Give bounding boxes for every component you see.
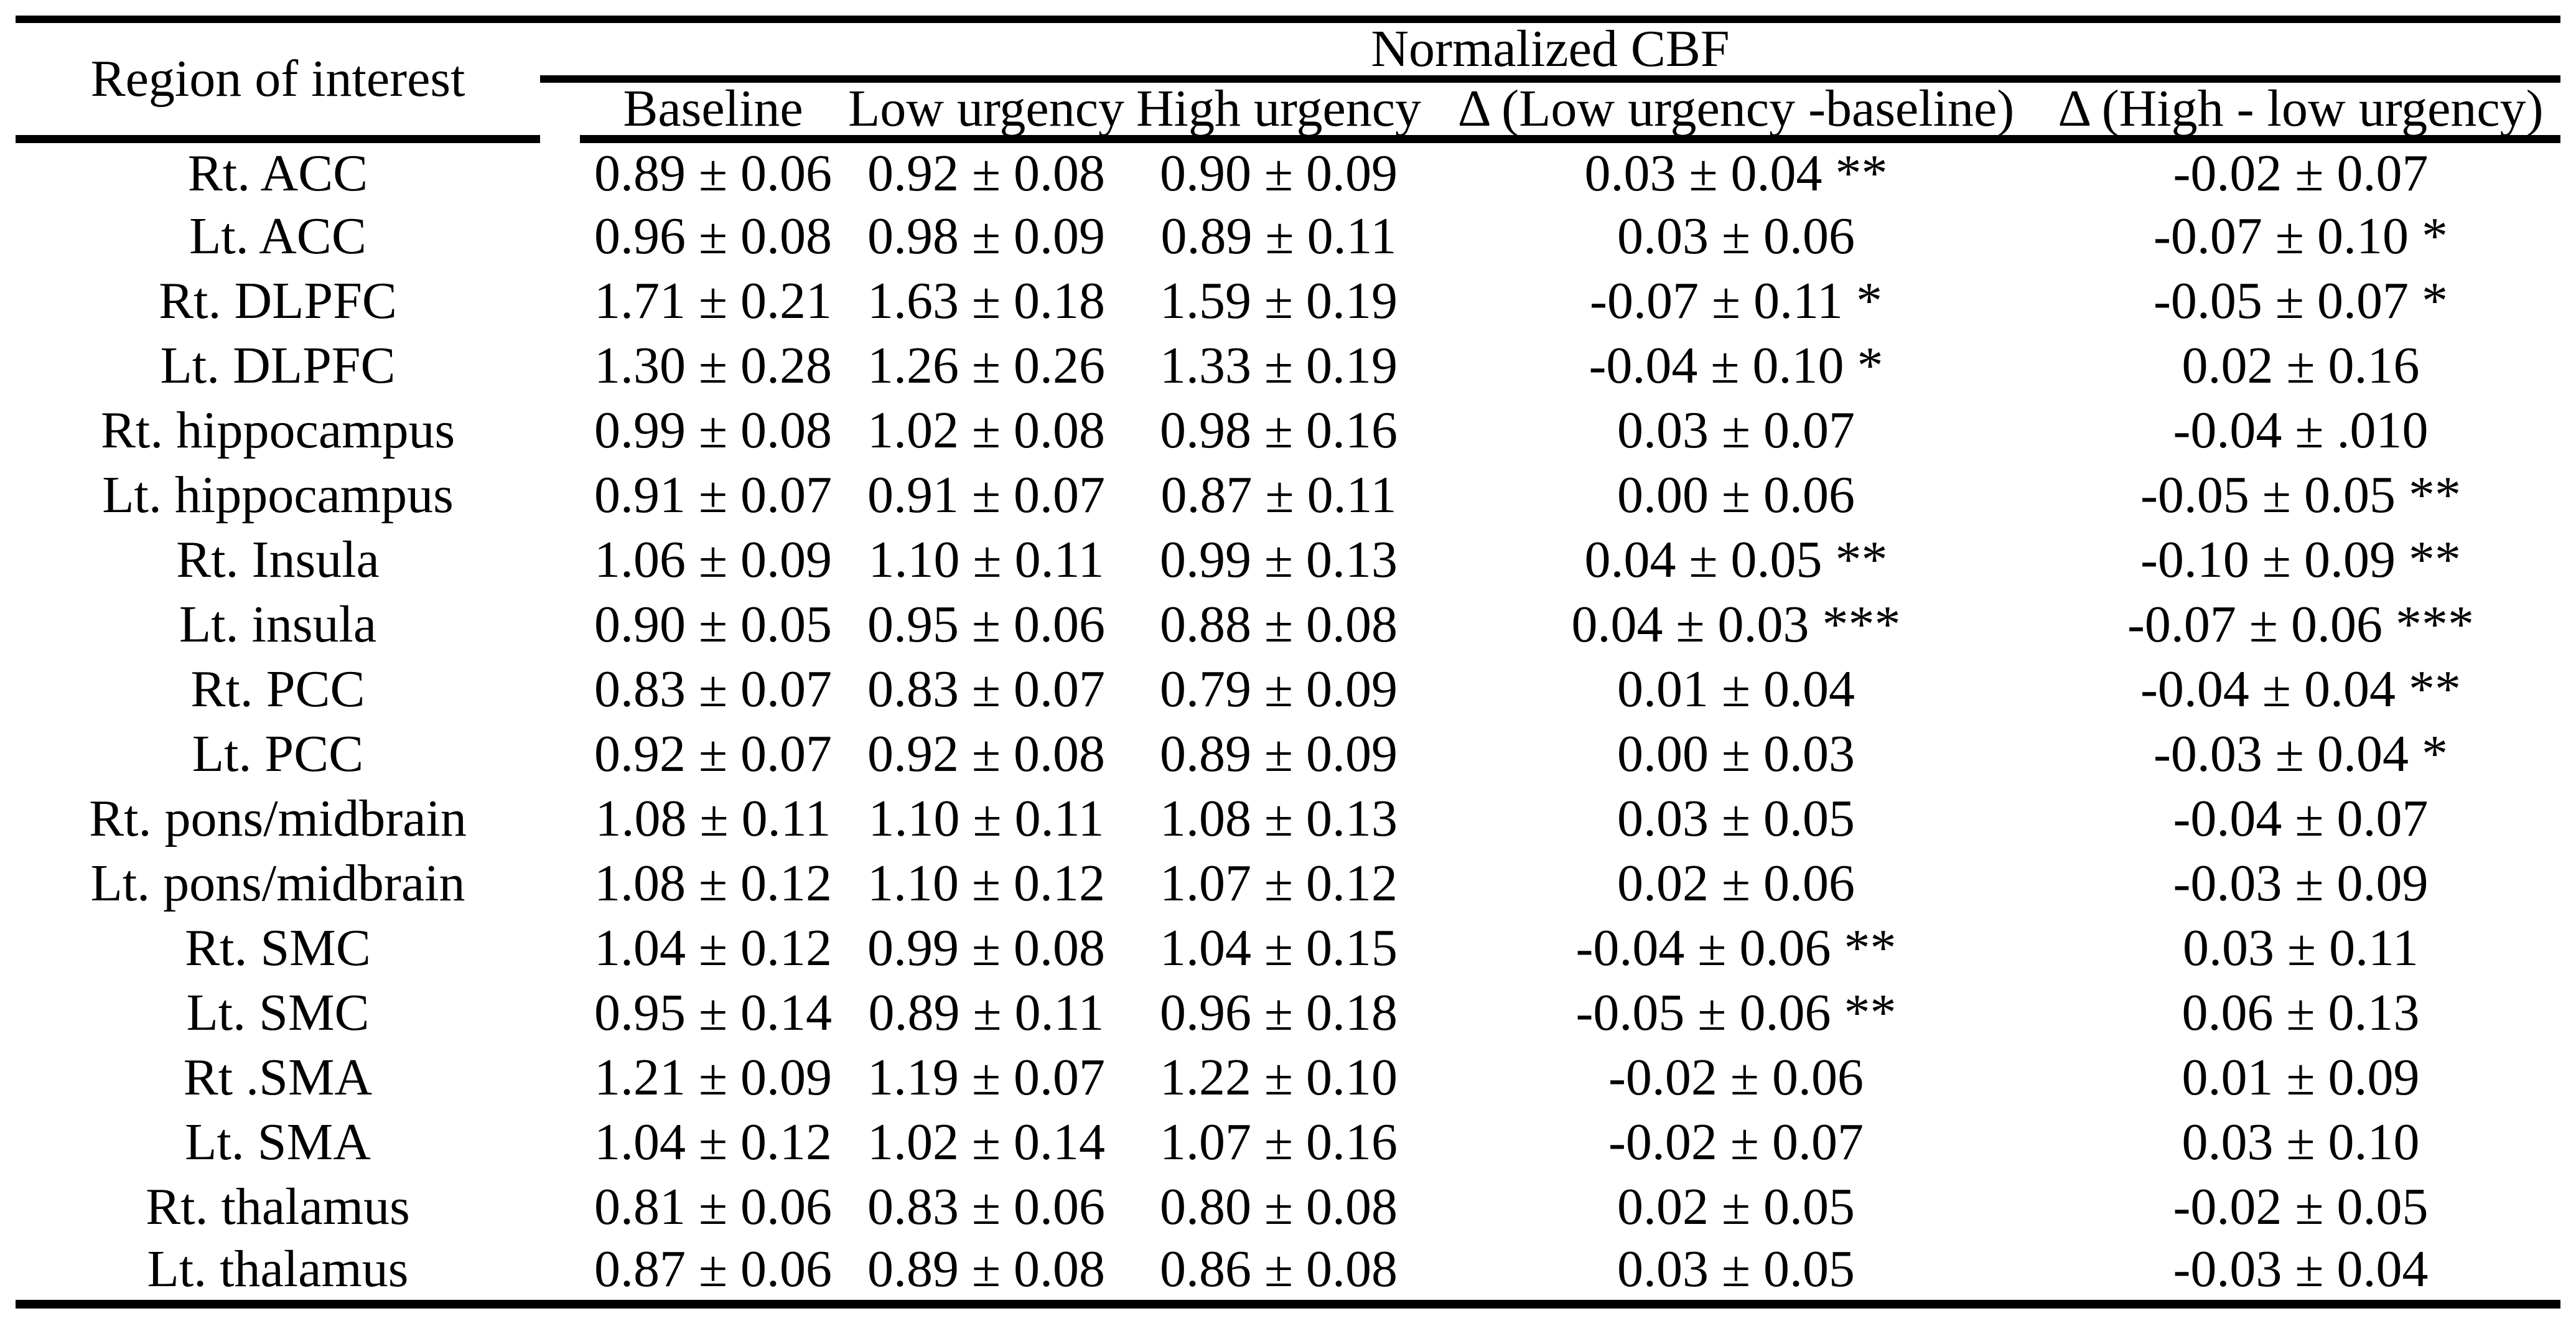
gap-cell — [540, 139, 580, 204]
value-cell: 0.81 ± 0.06 — [594, 1177, 833, 1236]
gap-cell — [540, 463, 580, 528]
table-row — [16, 1045, 2560, 1110]
value-cell: 0.87 ± 0.06 — [580, 1239, 846, 1304]
value-cell: 0.83 ± 0.07 — [867, 660, 1106, 718]
group-header-row — [16, 19, 2560, 79]
value-cell: 1.26 ± 0.26 — [867, 336, 1106, 394]
value-cell: 0.99 ± 0.13 — [1159, 530, 1398, 589]
table-row — [16, 528, 2560, 592]
table-row — [16, 204, 2560, 269]
value-cell: 0.96 ± 0.18 — [1159, 983, 1398, 1042]
gap-cell — [540, 657, 580, 722]
value-cell: -0.04 ± 0.04 ** — [2140, 660, 2462, 718]
region-cell: Rt. PCC — [190, 660, 365, 718]
value-cell: 0.03 ± 0.05 — [1431, 1239, 2041, 1304]
region-cell: Rt .SMA — [183, 1048, 373, 1106]
table-row — [16, 334, 2560, 398]
table-row — [16, 463, 2560, 528]
value-cell: 1.10 ± 0.12 — [867, 854, 1106, 912]
gap-cell — [540, 398, 580, 463]
value-cell: -0.02 ± 0.05 — [2173, 1177, 2429, 1236]
value-cell: 1.08 ± 0.12 — [594, 854, 833, 912]
region-cell: Lt. ACC — [189, 207, 366, 265]
table-row — [16, 398, 2560, 463]
column-header-delta-high-low: Δ (High - low urgency) — [2041, 79, 2560, 139]
value-cell: 1.08 ± 0.11 — [595, 789, 831, 847]
value-cell: -0.05 ± 0.07 * — [2153, 271, 2448, 330]
value-cell: 0.03 ± 0.11 — [2183, 918, 2419, 977]
gap-cell — [540, 916, 580, 981]
value-cell: 0.00 ± 0.06 — [1617, 465, 1855, 524]
value-cell: 1.59 ± 0.19 — [1159, 271, 1398, 330]
value-cell: 1.07 ± 0.12 — [1159, 854, 1398, 912]
value-cell: 1.10 ± 0.11 — [868, 789, 1104, 847]
value-cell: -0.02 ± 0.07 — [1608, 1113, 1864, 1171]
value-cell: 0.89 ± 0.11 — [1160, 207, 1397, 265]
value-cell: 0.79 ± 0.09 — [1159, 660, 1398, 718]
value-cell: 0.06 ± 0.13 — [2182, 983, 2420, 1042]
value-cell: 0.83 ± 0.06 — [867, 1177, 1106, 1236]
table-row — [16, 981, 2560, 1045]
value-cell: -0.05 ± 0.06 ** — [1575, 983, 1897, 1042]
table-row — [16, 269, 2560, 334]
region-cell: Rt. thalamus — [146, 1177, 410, 1236]
gap-cell — [540, 334, 580, 398]
region-cell: Lt. DLPFC — [160, 336, 396, 394]
gap-cell — [540, 528, 580, 592]
table-row — [16, 657, 2560, 722]
value-cell: 1.02 ± 0.14 — [867, 1113, 1106, 1171]
value-cell: 0.96 ± 0.08 — [594, 207, 833, 265]
value-cell: 1.06 ± 0.09 — [594, 530, 833, 589]
value-cell: -0.07 ± 0.11 * — [1590, 271, 1882, 330]
region-cell: Rt. SMC — [185, 918, 371, 977]
value-cell: 0.00 ± 0.03 — [1617, 724, 1855, 783]
region-cell: Lt. SMA — [185, 1113, 371, 1171]
value-cell: 1.02 ± 0.08 — [867, 401, 1106, 459]
table-body — [16, 139, 2560, 1304]
value-cell: -0.04 ± 0.07 — [2173, 789, 2429, 847]
value-cell: -0.05 ± 0.05 ** — [2140, 465, 2462, 524]
value-cell: 0.03 ± 0.10 — [2182, 1113, 2420, 1171]
value-cell: -0.07 ± 0.10 * — [2153, 207, 2448, 265]
value-cell: 0.89 ± 0.06 — [594, 144, 833, 202]
table-row — [16, 1175, 2560, 1239]
value-cell: 0.87 ± 0.11 — [1160, 465, 1397, 524]
region-cell: Lt. pons/midbrain — [90, 854, 465, 912]
value-cell: 0.95 ± 0.06 — [867, 595, 1106, 653]
value-cell: 0.90 ± 0.09 — [1159, 144, 1398, 202]
column-header-baseline: Baseline — [580, 79, 846, 139]
table-header — [16, 19, 2560, 139]
value-cell: -0.03 ± 0.04 * — [2153, 724, 2448, 783]
gap-cell — [540, 592, 580, 657]
value-cell: 1.30 ± 0.28 — [594, 336, 833, 394]
gap-cell — [540, 1175, 580, 1239]
value-cell: 0.95 ± 0.14 — [594, 983, 833, 1042]
column-header-low-urgency: Low urgency — [846, 79, 1126, 139]
column-header-delta-low-baseline: Δ (Low urgency -baseline) — [1431, 79, 2041, 139]
gap-cell — [540, 1110, 580, 1175]
gap-cell — [540, 204, 580, 269]
value-cell: 0.99 ± 0.08 — [594, 401, 833, 459]
region-cell: Rt. hippocampus — [100, 401, 455, 459]
table-row — [16, 1110, 2560, 1175]
gap-cell — [540, 981, 580, 1045]
value-cell: 0.80 ± 0.08 — [1159, 1177, 1398, 1236]
value-cell: 0.98 ± 0.09 — [867, 207, 1106, 265]
region-cell: Lt. hippocampus — [102, 465, 454, 524]
gap-cell — [540, 1239, 580, 1304]
value-cell: 0.03 ± 0.04 ** — [1584, 144, 1888, 202]
gap-cell — [540, 269, 580, 334]
gap-cell — [540, 851, 580, 916]
value-cell: 0.88 ± 0.08 — [1159, 595, 1398, 653]
value-cell: 0.86 ± 0.08 — [1126, 1239, 1431, 1304]
value-cell: 1.10 ± 0.11 — [868, 530, 1104, 589]
value-cell: 0.98 ± 0.16 — [1159, 401, 1398, 459]
value-cell: 1.21 ± 0.09 — [594, 1048, 833, 1106]
value-cell: -0.03 ± 0.09 — [2173, 854, 2429, 912]
region-cell: Lt. insula — [179, 595, 377, 653]
header-gap-cell — [540, 79, 580, 139]
table-row — [16, 139, 2560, 204]
value-cell: 1.19 ± 0.07 — [867, 1048, 1106, 1106]
region-of-interest-header: Region of interest — [16, 19, 540, 139]
region-cell: Lt. thalamus — [16, 1239, 540, 1304]
value-cell: 1.22 ± 0.10 — [1159, 1048, 1398, 1106]
value-cell: -0.07 ± 0.06 *** — [2127, 595, 2475, 653]
region-cell: Rt. ACC — [187, 144, 368, 202]
value-cell: 0.89 ± 0.08 — [846, 1239, 1126, 1304]
region-cell: Lt. SMC — [186, 983, 370, 1042]
value-cell: 1.08 ± 0.13 — [1159, 789, 1398, 847]
gap-cell — [540, 722, 580, 786]
value-cell: 0.01 ± 0.04 — [1617, 660, 1855, 718]
gap-cell — [540, 786, 580, 851]
value-cell: -0.04 ± 0.10 * — [1589, 336, 1883, 394]
value-cell: 1.71 ± 0.21 — [594, 271, 833, 330]
value-cell: 0.03 ± 0.07 — [1617, 401, 1855, 459]
value-cell: 0.04 ± 0.05 ** — [1584, 530, 1888, 589]
gap-cell — [540, 1045, 580, 1110]
value-cell: -0.02 ± 0.07 — [2173, 144, 2429, 202]
region-cell: Rt. DLPFC — [159, 271, 397, 330]
region-cell: Rt. Insula — [176, 530, 380, 589]
normalized-cbf-group-header: Normalized CBF — [540, 19, 2560, 79]
value-cell: -0.02 ± 0.06 — [1608, 1048, 1864, 1106]
value-cell: 0.02 ± 0.16 — [2182, 336, 2420, 394]
region-cell: Lt. PCC — [192, 724, 364, 783]
value-cell: -0.04 ± .010 — [2173, 401, 2429, 459]
value-cell: 0.91 ± 0.07 — [594, 465, 833, 524]
table-row — [16, 722, 2560, 786]
value-cell: 1.04 ± 0.12 — [594, 918, 833, 977]
value-cell: 0.02 ± 0.06 — [1617, 854, 1855, 912]
value-cell: 1.04 ± 0.12 — [594, 1113, 833, 1171]
table-row — [16, 592, 2560, 657]
table-row — [16, 851, 2560, 916]
column-header-high-urgency: High urgency — [1126, 79, 1431, 139]
value-cell: 1.07 ± 0.16 — [1159, 1113, 1398, 1171]
table-row — [16, 786, 2560, 851]
value-cell: 0.90 ± 0.05 — [594, 595, 833, 653]
value-cell: 0.89 ± 0.09 — [1159, 724, 1398, 783]
value-cell: 0.01 ± 0.09 — [2182, 1048, 2420, 1106]
value-cell: -0.04 ± 0.06 ** — [1575, 918, 1897, 977]
value-cell: 0.03 ± 0.05 — [1617, 789, 1855, 847]
value-cell: 0.91 ± 0.07 — [867, 465, 1106, 524]
value-cell: 0.89 ± 0.11 — [868, 983, 1104, 1042]
value-cell: 0.03 ± 0.06 — [1617, 207, 1855, 265]
value-cell: -0.10 ± 0.09 ** — [2140, 530, 2462, 589]
value-cell: 1.33 ± 0.19 — [1159, 336, 1398, 394]
value-cell: -0.03 ± 0.04 — [2041, 1239, 2560, 1304]
table-row — [16, 916, 2560, 981]
value-cell: 0.99 ± 0.08 — [867, 918, 1106, 977]
value-cell: 0.92 ± 0.07 — [594, 724, 833, 783]
value-cell: 0.92 ± 0.08 — [867, 724, 1106, 783]
table-row — [16, 1239, 2560, 1304]
value-cell: 1.63 ± 0.18 — [867, 271, 1106, 330]
value-cell: 0.02 ± 0.05 — [1617, 1177, 1855, 1236]
value-cell: 0.83 ± 0.07 — [594, 660, 833, 718]
value-cell: 0.92 ± 0.08 — [867, 144, 1106, 202]
value-cell: 0.04 ± 0.03 *** — [1571, 595, 1901, 653]
value-cell: 1.04 ± 0.15 — [1159, 918, 1398, 977]
cbf-table — [16, 16, 2560, 1309]
region-cell: Rt. pons/midbrain — [89, 789, 467, 847]
